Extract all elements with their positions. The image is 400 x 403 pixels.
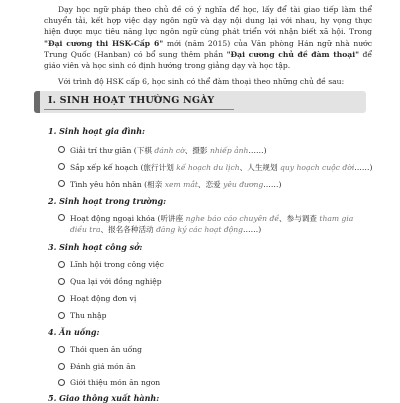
- list-item: Hoạt động ngoại khóa (听讲座 nghe báo cáo chuyên đề、参与调查 tham gia điều tra、报名各种活动 đăng ký các hoạt động……): [70, 213, 360, 235]
- bullet-icon: [58, 379, 65, 386]
- bullet-icon: [58, 146, 65, 153]
- intro-text-2: mới (năm 2015) của Văn phòng Hán ngữ nhà nước Trung Quốc (Hanban) có bổ sung thêm phần: [44, 38, 372, 59]
- bullet-icon: [58, 312, 65, 319]
- list-item: Hoạt động đơn vị: [70, 294, 136, 303]
- intro-text-3: để giáo viên và học sinh có định hướng trong giảng dạy và học tập.: [44, 49, 372, 71]
- list-item: Giới thiệu món ăn ngon: [70, 378, 160, 387]
- intro-paragraph: [44, 4, 372, 71]
- bullet-icon: [58, 214, 65, 221]
- book-title-dialogue: "Đại cương chủ đề đàm thoại": [226, 49, 360, 59]
- list-item: Tình yêu hôn nhân (相亲 xem mắt、恋爱 yêu đương……): [70, 179, 281, 190]
- bullet-icon: [58, 363, 65, 370]
- group-heading-transport: 5. Giao thông xuất hành:: [48, 393, 160, 403]
- list-item: Sắp xếp kế hoạch (旅行计划 kế hoạch du lịch、人生规划 quy hoạch cuộc đời……): [70, 162, 372, 173]
- section-title: I. SINH HOẠT THƯỜNG NGÀY: [48, 95, 215, 106]
- section-underline: [44, 109, 234, 110]
- list-item: Đánh giá món ăn: [70, 362, 136, 371]
- bullet-icon: [58, 295, 65, 302]
- section-accent-bar: [34, 91, 40, 113]
- group-heading-office: 3. Sinh hoạt công sở:: [48, 242, 143, 252]
- intro-text-1: Dạy học ngữ pháp theo chủ đề có ý nghĩa để học, lấy để tài giao tiếp làm thể chuyển tải, kết hợp việc dạy ngôn ngữ và dạy nội dung lại với nhau, hy vọng thực hiện được mục tiêu năng lực ngôn ngữ cùng phát triển với nhận biết xã hội. Trong: [44, 5, 372, 37]
- intro-summary: Với trình độ HSK cấp 6, học sinh có thể đàm thoại theo những chủ đề sau:: [58, 77, 345, 86]
- group-heading-school: 2. Sinh hoạt trong trường:: [48, 196, 167, 206]
- bullet-icon: [58, 278, 65, 285]
- section-header: [34, 91, 366, 113]
- book-title-hsk6: "Đại cương thi HSK-Cấp 6": [44, 38, 164, 48]
- bullet-icon: [58, 180, 65, 187]
- list-item: Giải trí thư giãn (下棋 đánh cờ、摄影 nhiếp ảnh……): [70, 145, 267, 156]
- list-item: Lĩnh hội trong công việc: [70, 260, 164, 269]
- bullet-icon: [58, 261, 65, 268]
- list-item: Thu nhập: [70, 311, 106, 320]
- list-item: Thói quen ăn uống: [70, 345, 142, 354]
- bullet-icon: [58, 163, 65, 170]
- bullet-icon: [58, 346, 65, 353]
- group-heading-family: 1. Sinh hoạt gia đình:: [48, 126, 146, 136]
- group-heading-food: 4. Ăn uống:: [48, 327, 100, 337]
- list-item: Qua lại với đồng nghiệp: [70, 277, 162, 286]
